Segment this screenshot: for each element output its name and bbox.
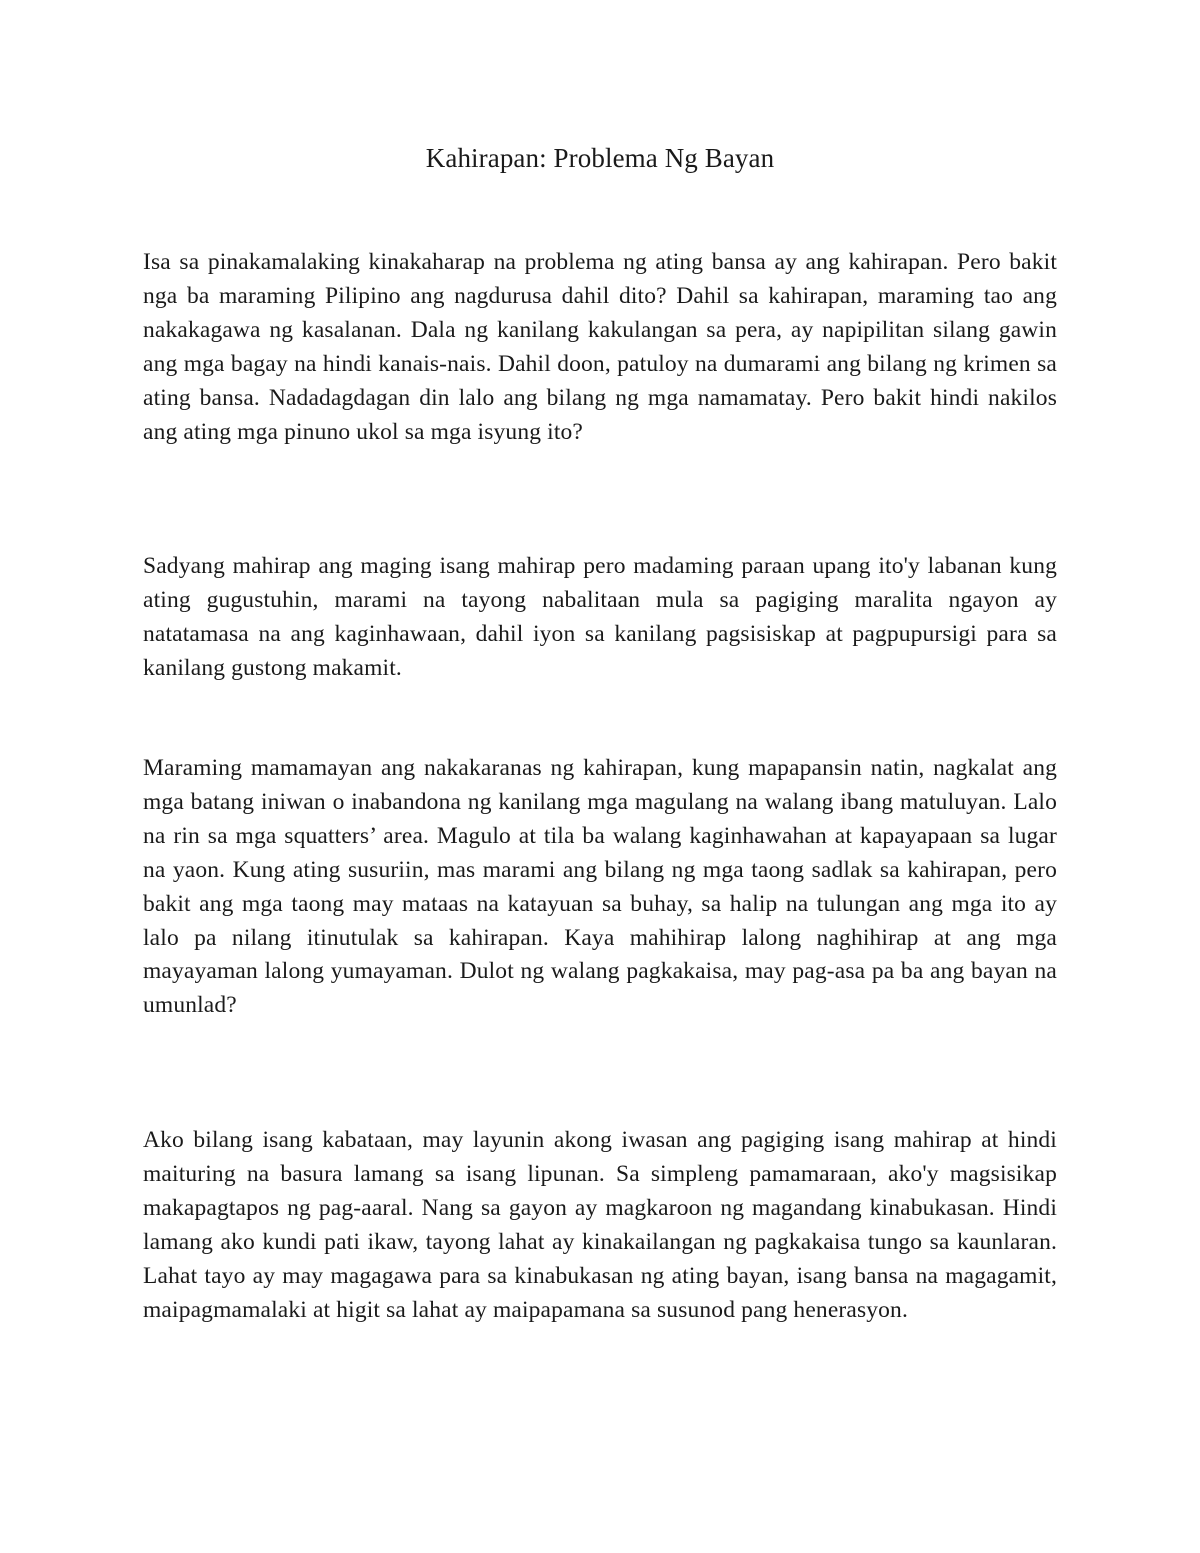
- paragraph-2: Sadyang mahirap ang maging isang mahirap pero madaming paraan upang ito'y labanan kung ating gugustuhin, marami na tayong nabalitaan mula sa pagiging maralita ngayon ay natatamasa na ang kaginhawaan, dahil iyon sa kanilang pagsisiskap at pagpupursigi para sa kanilang gustong makamit.: [143, 553, 1057, 681]
- paragraph-4: Ako bilang isang kabataan, may layunin akong iwasan ang pagiging isang mahirap at hindi maituring na basura lamang sa isang lipunan. Sa simpleng pamamaraan, ako'y magsisikap makapagtapos ng pag-aaral. Nang sa gayon ay magkaroon ng magandang kinabukasan. Hindi lamang ako kundi pati ikaw, tayong lahat ay kinakailangan ng pagkakaisa tungo sa kaunlaran. Lahat tayo ay may magagawa para sa kinabukasan ng ating bayan, isang bansa na magagamit, maipagmamalaki at higit sa lahat ay maipapamana sa susunod pang henerasyon.: [143, 1127, 1057, 1323]
- paragraph-1: Isa sa pinakamalaking kinakaharap na problema ng ating bansa ay ang kahirapan. Pero bakit nga ba maraming Pilipino ang nagdurusa dahil dito? Dahil sa kahirapan, maraming tao ang nakakagawa ng kasalanan. Dala ng kanilang kakulangan sa pera, ay napipilitan silang gawin ang mga bagay na hindi kanais-nais. Dahil doon, patuloy na dumarami ang bilang ng krimen sa ating bansa. Nadadagdagan din lalo ang bilang ng mga namamatay. Pero bakit hindi nakilos ang ating mga pinuno ukol sa mga isyung ito?: [143, 249, 1057, 445]
- paragraph-3: Maraming mamamayan ang nakakaranas ng kahirapan, kung mapapansin natin, nagkalat ang mga batang iniwan o inabandona ng kanilang mga magulang na walang ibang matuluyan. Lalo na rin sa mga squatters’ area. Magulo at tila ba walang kaginhawahan at kapayapaan sa lugar na yaon. Kung ating susuriin, mas marami ang bilang ng mga taong sadlak sa kahirapan, pero bakit ang mga taong may mataas na katayuan sa buhay, sa halip na tulungan ang mga ito ay lalo pa nilang itinutulak sa kahirapan. Kaya mahihirap lalong naghihirap at ang mga mayayaman lalong yumayaman. Dulot ng walang pagkakaisa, may pag-asa pa ba ang bayan na umunlad?: [143, 755, 1057, 1019]
- document-title: Kahirapan: Problema Ng Bayan: [425, 143, 775, 173]
